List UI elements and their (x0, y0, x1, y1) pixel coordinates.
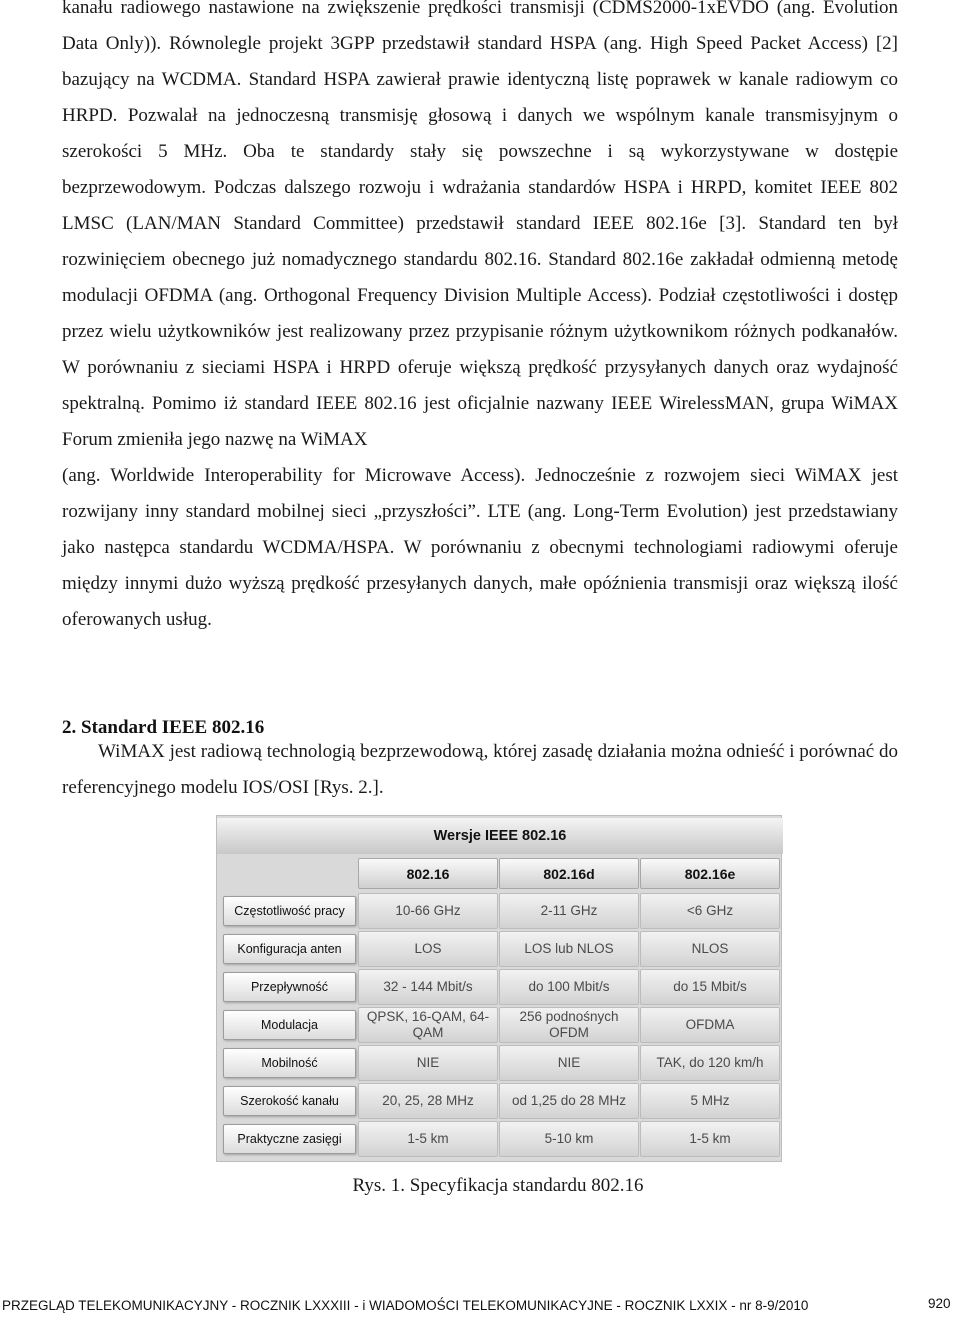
table-cell: 1-5 km (358, 1121, 498, 1157)
table-cell: NIE (499, 1045, 639, 1081)
row-header: Konfiguracja anten (223, 934, 356, 964)
column-header: 802.16 (358, 858, 498, 889)
row-header: Modulacja (223, 1010, 356, 1040)
column-header: 802.16d (499, 858, 639, 889)
table-cell: <6 GHz (640, 893, 780, 929)
table-cell: 256 podnośnych OFDM (499, 1007, 639, 1043)
column-header: 802.16e (640, 858, 780, 889)
body-paragraph: kanału radiowego nastawione na zwiększenie prędkości transmisji (CDMS2000-1xEVDO (ang. Evolution Data Only)). Równolegle projekt 3GPP przedstawił standard HSPA (ang. High Speed Packet Access) [2] bazujący na WCDMA. Standard HSPA zawierał prawie identyczną listę poprawek w kanale radiowym co HRPD. Pozwalał na jednoczesną transmisję głosową i danych we wspólnym kanale transmisyjnym o szerokości 5 MHz. Oba te standardy stały się powszechne i są wykorzystywane w dostępie bezprzewodowym. Podczas dalszego rozwoju i wdrażania standardów HSPA i HRPD, komitet IEEE 802 LMSC (LAN/MAN Standard Committee) przedstawił standard IEEE 802.16e [3]. Standard ten był rozwinięciem obecnego już nomadycznego standardu 802.16. Standard 802.16e zakładał odmienną metodę modulacji OFDMA (ang. Orthogonal Frequency Division Multiple Access). Podział częstotliwości i dostęp przez wielu użytkowników jest realizowany przez przypisanie różnym użytkownikom różnych podkanałów. W porównaniu z sieciami HSPA i HRPD oferuje większą prędkość przysyłanych danych oraz wydajność spektralną. Pomimo iż standard IEEE 802.16 jest oficjalnie nazwany IEEE WirelessMAN, grupa WiMAX Forum zmieniła jego nazwę na WiMAX (62, 0, 898, 450)
journal-footer: PRZEGLĄD TELEKOMUNIKACYJNY - ROCZNIK LXXXIII - i WIADOMOŚCI TELEKOMUNIKACYJNE - ROCZNIK LXXIX - nr 8-9/2010 (2, 1298, 809, 1313)
table-cell: 10-66 GHz (358, 893, 498, 929)
table-cell: od 1,25 do 28 MHz (499, 1083, 639, 1119)
table-cell: LOS (358, 931, 498, 967)
table-cell: NLOS (640, 931, 780, 967)
table-cell: 5 MHz (640, 1083, 780, 1119)
section-heading: 2. Standard IEEE 802.16 (62, 717, 265, 738)
table-cell: do 15 Mbit/s (640, 969, 780, 1005)
row-header: Częstotliwość pracy (223, 896, 356, 926)
section-paragraph: WiMAX jest radiową technologią bezprzewodową, której zasadę działania można odnieść i porównać do referencyjnego modelu IOS/OSI [Rys. 2.]. (62, 741, 898, 798)
table-cell: 2-11 GHz (499, 893, 639, 929)
table-cell: NIE (358, 1045, 498, 1081)
table-cell: 20, 25, 28 MHz (358, 1083, 498, 1119)
figure-caption: Rys. 1. Specyfikacja standardu 802.16 (352, 1175, 644, 1196)
page-number: 920 (928, 1296, 951, 1311)
spec-table-figure (216, 815, 782, 1162)
body-paragraph: (ang. Worldwide Interoperability for Microwave Access). Jednocześnie z rozwojem sieci WiMAX jest rozwijany inny standard mobilnej sieci „przyszłości”. LTE (ang. Long-Term Evolution) jest przedstawiany jako następca standardu WCDMA/HSPA. W porównaniu z obecnymi technologiami radiowymi oferuje między innymi dużo wyższą prędkość przesyłanych danych, małe opóźnienia transmisji oraz większą ilość oferowanych usług. (62, 465, 898, 630)
table-cell: QPSK, 16-QAM, 64-QAM (358, 1007, 498, 1043)
table-cell: LOS lub NLOS (499, 931, 639, 967)
row-header: Praktyczne zasięgi (223, 1124, 356, 1154)
table-cell: 5-10 km (499, 1121, 639, 1157)
table-cell: do 100 Mbit/s (499, 969, 639, 1005)
table-cell: 1-5 km (640, 1121, 780, 1157)
table-cell: TAK, do 120 km/h (640, 1045, 780, 1081)
row-header: Szerokość kanału (223, 1086, 356, 1116)
table-title: Wersje IEEE 802.16 (217, 818, 783, 854)
row-header: Przepływność (223, 972, 356, 1002)
row-header: Mobilność (223, 1048, 356, 1078)
body-text (62, 0, 898, 638)
table-cell: 32 - 144 Mbit/s (358, 969, 498, 1005)
table-cell: OFDMA (640, 1007, 780, 1043)
